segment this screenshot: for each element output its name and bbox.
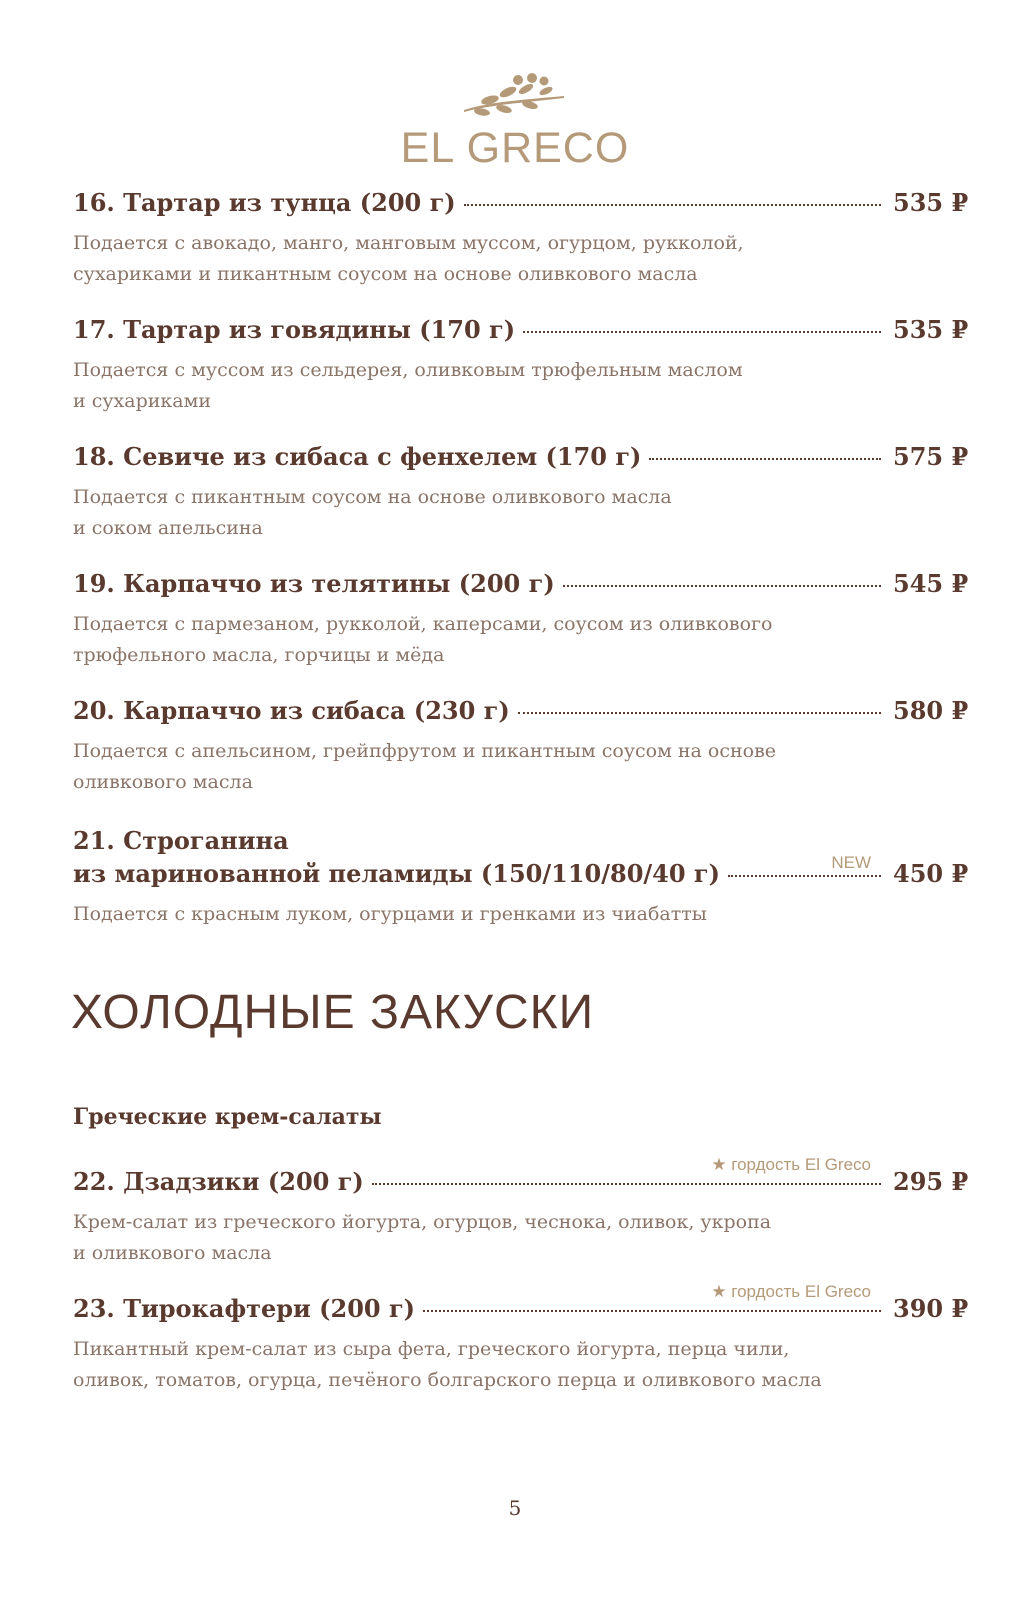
page-number: 5 [508, 1496, 522, 1520]
pride-badge: ★ гордость El Greco [711, 1282, 871, 1301]
subsection-title: Греческие крем-салаты [73, 1104, 382, 1130]
menu-item [73, 315, 969, 417]
item-description [73, 228, 963, 290]
item-name: 22. Дзадзики (200 г) [73, 1167, 364, 1196]
leader-dots [728, 874, 881, 877]
item-description [73, 355, 963, 417]
description-line: Пикантный крем-салат из сыра фета, греческого йогурта, перца чили, [73, 1338, 790, 1360]
item-price: 390 ₽ [893, 1294, 969, 1323]
item-name: 19. Карпаччо из телятины (200 г) [73, 569, 555, 598]
item-price: 295 ₽ [893, 1167, 969, 1196]
item-name-line1: 21. Строганина [73, 826, 289, 855]
item-name: 18. Севиче из сибаса с фенхелем (170 г) [73, 442, 642, 471]
menu-item [73, 1282, 969, 1396]
item-price: 535 ₽ [893, 188, 969, 217]
menu-item [73, 442, 969, 544]
description-line: Подается с пармезаном, рукколой, каперсами, соусом из оливкового [73, 613, 773, 635]
item-name: 20. Карпаччо из сибаса (230 г) [73, 696, 510, 725]
description-line: Подается с муссом из сельдерея, оливковым трюфельным маслом [73, 359, 743, 381]
item-name: 16. Тартар из тунца (200 г) [73, 188, 456, 217]
description-line: и сухариками [73, 390, 212, 412]
description-line: Подается с апельсином, грейпфрутом и пикантным соусом на основе [73, 740, 777, 762]
description-line: сухариками и пикантным соусом на основе оливкового масла [73, 263, 698, 285]
description-line: Подается с красным луком, огурцами и гренками из чиабатты [73, 903, 707, 925]
item-description [73, 482, 963, 544]
menu-item [73, 823, 969, 930]
olive-branch-icon [460, 72, 570, 122]
item-description [73, 899, 963, 930]
leader-dots [372, 1182, 881, 1185]
menu-item [73, 696, 969, 798]
pride-badge: ★ гордость El Greco [711, 1155, 871, 1174]
item-description [73, 736, 963, 798]
description-line: Подается с авокадо, манго, манговым муссом, огурцом, рукколой, [73, 232, 744, 254]
item-name: из маринованной пеламиды (150/110/80/40 г) [73, 859, 720, 888]
leader-dots [649, 457, 881, 460]
description-line: и оливкового масла [73, 1242, 272, 1264]
description-line: Подается с пикантным соусом на основе оливкового масла [73, 486, 672, 508]
leader-dots [518, 711, 881, 714]
menu-item [73, 188, 969, 290]
item-price: 450 ₽ [893, 859, 969, 888]
leader-dots [563, 584, 881, 587]
description-line: трюфельного масла, горчицы и мёда [73, 644, 445, 666]
item-price: 545 ₽ [893, 569, 969, 598]
leader-dots [523, 330, 881, 333]
logo [0, 72, 1030, 173]
item-description [73, 609, 963, 671]
item-name: 17. Тартар из говядины (170 г) [73, 315, 516, 344]
item-description [73, 1334, 963, 1396]
item-price: 575 ₽ [893, 442, 969, 471]
description-line: оливкового масла [73, 771, 253, 793]
logo-text: EL GRECO [400, 124, 630, 172]
description-line: оливок, томатов, огурца, печёного болгарского перца и оливкового масла [73, 1369, 822, 1391]
description-line: и соком апельсина [73, 517, 263, 539]
leader-dots [464, 203, 881, 206]
item-price: 535 ₽ [893, 315, 969, 344]
menu-item [73, 569, 969, 671]
section-title: ХОЛОДНЫЕ ЗАКУСКИ [71, 986, 595, 1039]
description-line: Крем-салат из греческого йогурта, огурцов, чеснока, оливок, укропа [73, 1211, 772, 1233]
item-name: 23. Тирокафтери (200 г) [73, 1294, 416, 1323]
menu-item [73, 1155, 969, 1269]
new-badge: NEW [831, 853, 871, 872]
item-description [73, 1207, 963, 1269]
leader-dots [423, 1309, 881, 1312]
item-price: 580 ₽ [893, 696, 969, 725]
